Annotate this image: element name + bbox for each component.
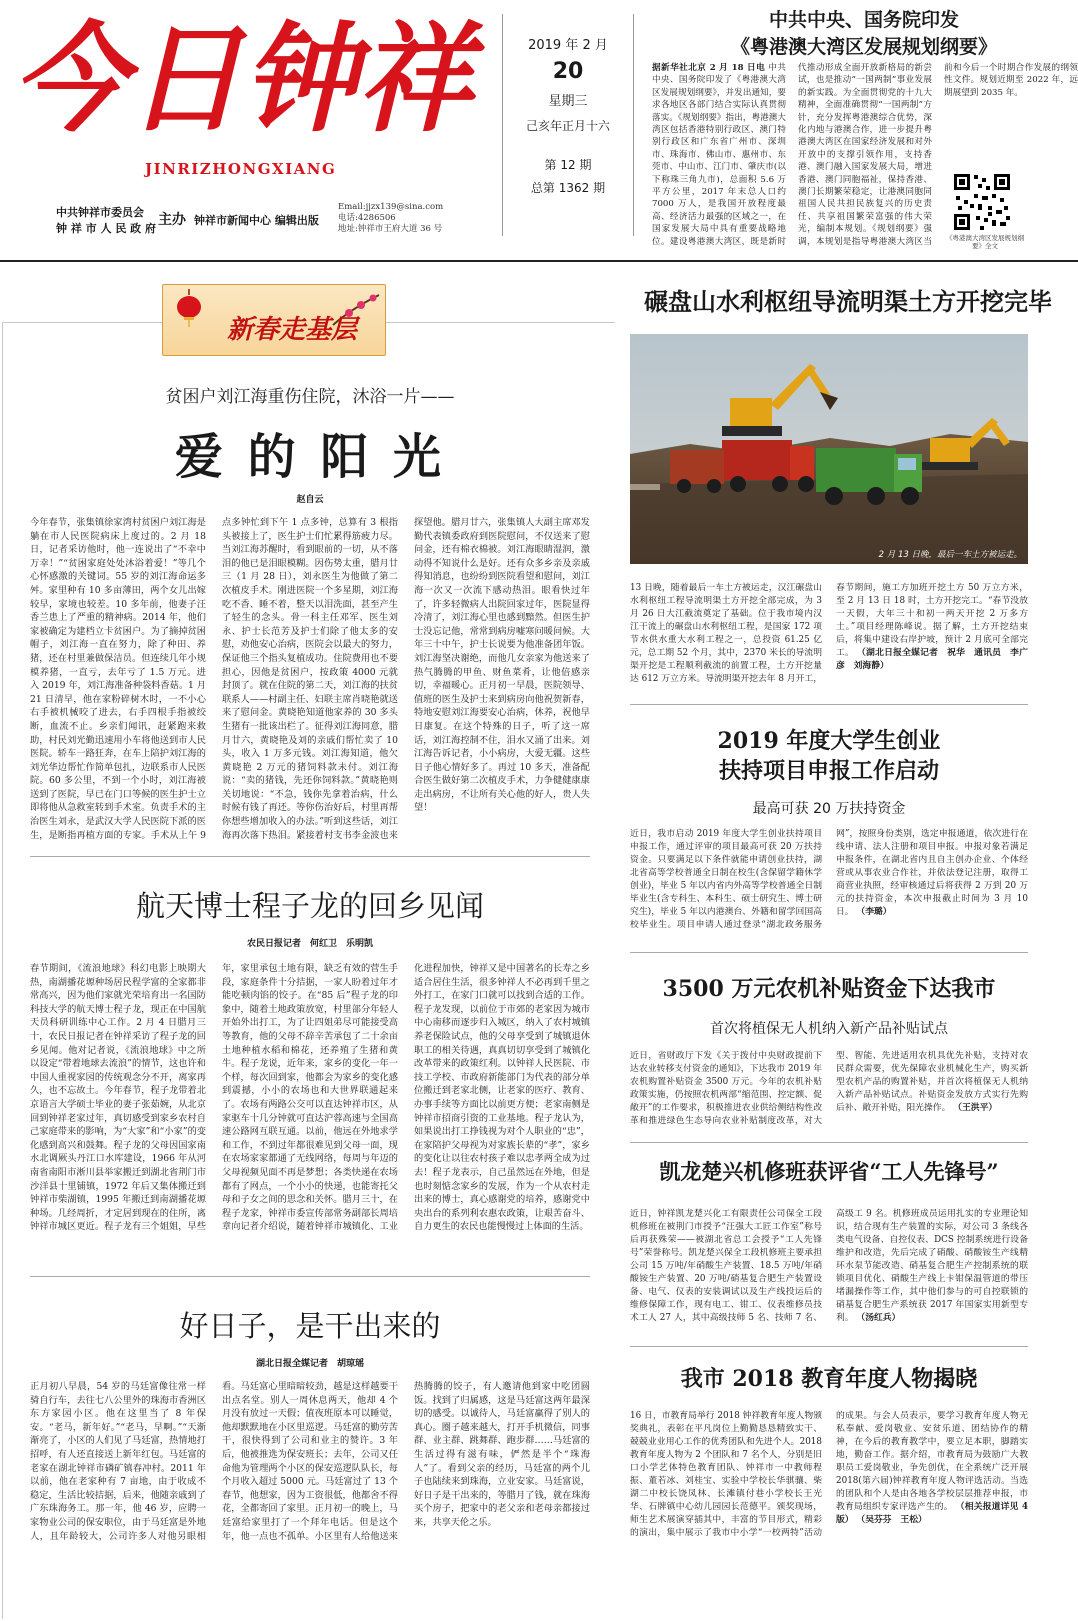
story7-article bbox=[630, 1208, 1028, 1336]
feature-kicker: 贫困户刘江海重伤住院，沐浴一片—— bbox=[165, 387, 455, 407]
story4-credit: （湖北日报全媒记者 祝华 通讯员 李广彦 刘海静） bbox=[836, 648, 1028, 671]
qr-code[interactable] bbox=[952, 172, 1012, 232]
story4-end-rule bbox=[630, 704, 1028, 705]
editor-label: 钟祥市新闻中心 编辑出版 bbox=[194, 214, 319, 227]
date-box bbox=[502, 14, 634, 236]
story4-title: 碾盘山水利枢纽导流明渠土方开挖完毕 bbox=[644, 287, 1052, 316]
spring-festival-banner bbox=[162, 284, 386, 356]
story7-credit: （汤红兵） bbox=[856, 1313, 901, 1323]
host-label: 主办 bbox=[158, 212, 186, 228]
excavation-scene-illustration bbox=[630, 334, 1028, 564]
story3-byline: 湖北日报全媒记者 胡琼瑶 bbox=[255, 1359, 364, 1369]
issue-number: 第 12 期 bbox=[544, 158, 592, 172]
story7-title: 凯龙楚兴机修班获评省“工人先锋号” bbox=[659, 1159, 999, 1184]
feature-title: 爱 的 阳 光 bbox=[174, 429, 446, 485]
story6-credit: （王洪平） bbox=[953, 1103, 998, 1113]
story8-title: 我市 2018 教育年度人物揭晓 bbox=[680, 1366, 978, 1392]
date-day: 20 bbox=[552, 59, 584, 84]
story2-byline: 农民日报记者 何红卫 乐明凯 bbox=[246, 939, 373, 949]
story7-end-rule bbox=[630, 1346, 1028, 1347]
logo-text: 今日钟祥 bbox=[12, 9, 486, 148]
newspaper-logo bbox=[8, 2, 486, 152]
masthead-divider bbox=[0, 260, 1078, 262]
feature-byline: 赵自云 bbox=[296, 495, 324, 505]
photo-caption: 2 月 13 日晚，最后一车土方被运走。 bbox=[878, 550, 1022, 560]
feature-article bbox=[30, 516, 590, 846]
contact-phone: 电话:4286506 bbox=[338, 213, 396, 223]
masthead bbox=[0, 0, 1078, 262]
story5-title-2: 扶持项目申报工作启动 bbox=[718, 758, 939, 784]
story4-body: 13 日晚，随着最后一车土方被运走，汉江碾盘山水利枢纽工程导流明渠土方开挖全部完成，为 3 月 26 日大江截流奠定了基础。位于我市境内汉江干流上的碾盘山水利枢纽工程，是国家 172 项节水供水重大水利工程之一，总投资 61.25 亿元，总工期 52 个月，其中，2370 米长的导流明渠开挖是工程顺利截流的前置工程，土方开挖量达 612 万立方米。导流明渠开挖去年 8 月开工，春节期间，施工方加班开挖土方 50 万立方米，至 2 月 13 日 18 时，土方开挖完工。“春节没放一天假，大年三十和初一两天开挖 2 万多方土。”项目经理陈峰说。据了解，土方开挖结束后，将集中建设右岸护坡，预计 2 月底可全部完工。 bbox=[630, 583, 1028, 684]
story4-article bbox=[630, 582, 1028, 690]
publisher-block bbox=[56, 204, 356, 244]
feature-body: 今年春节，张集镇徐家湾村贫困户刘江海是躺在市人民医院病床上度过的。2 月 18 日，记者采访他时，他一连说出了“不幸中万幸！”“贫困家庭处处沐浴着爱！”等几个心怀感激的关键词。55 岁的刘江海命运多舛。家里种有 10 多亩薄田，两个女儿出嫁较早，家境也较差。10 多年前，他妻子汪香兰患上了严重的精神病。2014 年，他们家被确定为建档立卡贫困户。为了摘掉贫困帽子，刘江海一直在努力，除了种田、养猪，还在村里兼做保洁员。但连续几年小规模养猪，一直亏，去年亏了 1.5 万元。进入 2019 年，刘江海准备种袋料香菇。1 月 21 日清早，他在家粉碎树木时，一不小心右手被机械咬了进去，右手四根手指被绞断，血流不止。乡亲们闻讯，赶紧跑来救助，村民刘光勤迅速用小车将他送到市人民医院。轿车一路狂奔，在车上陪护刘江海的刘光华边帮忙作简单包扎，边联系市人民医院。60 多公里，不到一个小时，刘江海被送到了医院，早已在门口等候的医生护士立即将他从急救室转到手术室。负责手术的主治医生刘永，是武汉大学人民医院下派的医生，是断指再植方面的专家。手术从上午 9 点多钟忙到下午 1 点多钟，总算有 3 根指头被接上了，医生护士们忙累得筋疲力尽。当刘江海苏醒时，看到眼前的一切，从不落泪的他已是泪眼模糊。因伤势太重，腊月廿三（1 月 28 日），刘永医生为他做了第二次植皮手术。刚进医院一个多星期，刘江海吃不香、睡不着，整天以泪洗面，甚至产生了轻生的念头。骨一科主任邓军、医生刘永、护士长范芳及护士们除了他太多的安慰，劝他安心治病，医院会以最大的努力，保证他三个指头复植成功。住院费用也不要担心，因他是贫困户，按政策 4000 元就封顶了。就在住院的第二天，刘江海的扶贫联系人——村副主任、妇联主席肖晓艳就送来了慰问金。黄晓艳知道他家养的 30 多头生猪有一批该出栏了。征得刘江海同意，腊月廿六，黄晓艳及刘的亲戚们帮忙卖了 10 头，收入 1 万多元钱。刘江海知道，他欠黄晓艳 2 万元的猪饲料款未付。刘江海说：“卖的猪钱，先还你饲料款。”黄晓艳则关切地说：“不急，钱你先拿着治病，什么时候有钱了再还。等你伤治好后，村里再帮你想些增加收入的办法。”听到这些话，刘江海再次落下热泪。紧接着村支书李金波也来探望他。腊月廿六，张集镇人大副主席邓发勤代表镇委政府到医院慰问，不仅送来了慰问金，还有棉衣棉被。刘江海眼睛湿润，激动得不知说什么是好。还有众多乡亲及亲戚得知消息，也纷纷到医院看望和慰问，刘江海一次又一次流下感动热泪。眼看快过年了，许多轻微病人出院回家过年，医院显得冷清了，刘江海心里也感到黯然。但医生护士没忘记他，常常到病房嘘寒问暖问候。大年三十中午，护士长说要为他准备团年饭。刘江海坚决谢绝，而他几女亲家为他送来了热气腾腾的甲鱼、财鱼菜肴，让他倍感亲切，幸福暖心。正月初一早晨，医院领导、值班的医生及护士来到病房向他祝贺新春，特地安慰刘江海要安心治病，休养，祝他早日康复。在这个特殊的日子，听了这一席话，刘江海控制不住，泪水又涌了出来。刘江海告诉记者，小小病房，大爱无疆。这些日子他心情好多了。再过 10 多天，准备配合医生做好第二次植皮手术，力争健健康康走出病房，不让所有关心他的好人，贵人失望！ bbox=[30, 517, 590, 841]
story2-title: 航天博士程子龙的回乡见闻 bbox=[135, 889, 484, 923]
story2-body: 春节期间，《流浪地球》科幻电影上映期大热，南湖播花塬种场居民程学富的全家都非常高兴，因为他们家就光荣培育出一名国防科技大学的航天博士程子龙，现正在中国航天员科研训练中心工作。2 月 4 日腊月三十，农民日报记者在钟祥采访了程子龙的回乡见闻。他对记者说，《流浪地球》中之所以设定“带着地球去流浪”的情节，这也许和中国人重视家园的传统观念分不开，离家再久，也不忘故土。今年春节，程子龙带着北京语言大学硕士毕业的妻子张茹婉，从北京回到钟祥老家过年，真切感受到家乡农村自己家庭带来的影响，为“大家”和“小家”的变化感到高兴和鼓舞。程子龙的父母因国家南水北调厥头丹江口水库建设，1966 年从河南省南阳市淅川县举家搬迁到湖北省荆门市沙洋县十里铺镇，1972 年后又集体搬迁到钟祥市柴湖镇，1995 年搬迁到南湖播花塬种场。几经周折，才定居到现在的住所，离钟祥市城区更近。程子龙有三个姐姐，早些年，家里承包土地有限，缺乏有效的营生手段，家庭条件十分拮据，一家人盼着过年才能吃顿肉馅的饺子。在“85 后”程子龙的印象中，随着土地政策放宽，村里部分年轻人开始外出打工，为了让四姐弟尽可能接受高等教育，他的父母不辞辛苦承包了二十余亩土地种植水稻和棉花，还养殖了生猪和黄牛。程子龙说，近年来，家乡的变化一年一个样，每次回到家，他都会为家乡的变化感到震撼，小小的农场也和大世界联通起来了。农场有两路公交可以直达钟祥市区，从家驱车十几分钟就可直达沪蓉高速与全国高速公路网互联互通。以前，他远在外地求学和工作，不到过年都很难见到父母一面，现在农场家家都通了无线网络，每周与年迈的父母视频见面不再是梦想；各类快递在农场都有了网点，一个小小的快递，也能寄托父母和子女之间的思念和关怀。腊月三十，在程子龙家，钟祥市委宣传部常务副部长周培章向记者介绍说，随着钟祥市城镇化、工业化进程加快，钟祥又是中国著名的长寿之乡适合居住生活，很多钟祥人不必再到千里之外打工，在家门口就可以找到合适的工作。程子龙发现，以前位于市郊的老家因为城市中心南移而逐步归入城区，纳入了农村城镇养老保险试点，他的父母享受到了城镇退休职工的相关待遇，真真切切享受到了城镇化改革带来的政策红利。以钟祥人民医院、市技工学校、市政府新能部门为代表的部分单位搬迁到老家北侧，让老家的医疗、教育、办事手续等方面比以前更方便；老家南侧是钟祥市招商引资的工业基地。程子龙认为，如果说出打工挣钱视为对个人职业的“忠”，在家陪护父母视为对家族长辈的“孝”，家乡的变化让以往农村孩子难以忠孝两全成为过去！程子龙表示，自己虽然远在外地，但是也时刻惦念家乡的发展，作为一个从农村走出来的博士，真心感谢党的培养，感谢党中央出台的系列利农惠农政策，让艰苦奋斗、自力更生的农民也能慢慢过上体面的生活。 bbox=[30, 963, 590, 1233]
qr-code-icon bbox=[952, 172, 1012, 232]
story7-body: 近日，钟祥凯龙楚兴化工有限责任公司保全工段机修班在被荆门市授予“汪强大工匠工作室”称号后再获殊荣——被湖北省总工会授予“工人先锋号”荣誉称号。凯龙楚兴保全工段机修班主要承担公司 15 万吨/年硝酸生产装置、18.5 万吨/年硝酸铵生产装置、20 万吨/硝基复合肥生产装置设备、电气、仪表的安装调试以及生产线投运后的维修保障工作，现有电工、钳工、仪表维修员技术工人 27 人，其中高级技师 5 名、技师 7 名、高级工 9 名。机修班成员运用扎实的专业理论知识，结合现有生产装置的实际，对公司 3 条线各类电气设备、自控仪表、DCS 控制系统进行设备维护和改造，先后完成了硝酸、硝酸铵生产线精环水泵节能改造、硝基复合肥生产控制系统的联锁项目优化、硝酸生产线上卡钳保温管道的带压堵漏操作等工作，其中他们参与的可自控联锁的硝基复合肥生产系统获 2017 年国家实用新型专利。 bbox=[630, 1209, 1028, 1323]
story8-credit: （相关报道详见 4 版） bbox=[836, 1502, 1028, 1525]
story5-subtitle: 最高可获 20 万扶持资金 bbox=[752, 801, 906, 817]
story3-article bbox=[30, 1380, 590, 1616]
story6-article bbox=[630, 1050, 1028, 1134]
top-news-body: 中共中央、国务院印发了《粤港澳大湾区发展规划纲要》，并发出通知，要求各地区各部门结合实际认真贯彻落实。《规划纲要》指出，粤港澳大湾区包括香港特别行政区、澳门特别行政区和广东省广州市、深圳市、珠海市、佛山市、惠州市、东莞市、中山市、江门市、肇庆市(以下称珠三角九市)，总面积 5.6 万平方公里，2017 年末总人口约 7000 万人，是我国开放程度最高、经济活力最强的区域之一，在国家发展大局中具有重要战略地位。建设粤港澳大湾区，既是新时代推动形成全面开放新格局的新尝试，也是推动“一国两制”事业发展的新实践。为全面贯彻党的十九大精神，全面准确贯彻“一国两制”方针，充分发挥粤港澳综合优势，深化内地与港澳合作，进一步提升粤港澳大湾区在国家经济发展和对外开放中的支撑引领作用，支持香港、澳门融入国家发展大局，增进香港、澳门同胞福祉，保持香港、澳门长期繁荣稳定，让港澳同胞同祖国人民共担民族复兴的历史责任、共享祖国繁荣富强的伟大荣光，编制本规划。《规划纲要》强调，本规划是指导粤港澳大湾区当前和今后一个时期合作发展的纲领性文件。规划近期至 2022 年，远期展望到 2035 年。 bbox=[652, 63, 1078, 247]
story2-article bbox=[30, 962, 590, 1262]
logo-pinyin: JINRIZHONGXIANG bbox=[145, 160, 337, 178]
story8-body: 16 日，市教育局举行 2018 钟祥教育年度人物颁奖典礼，表彰在平凡岗位上勤勤恳恳精致实干、兢兢业业用心工作的优秀团队和先进个人。2018 教育年度人物为 2 个团队和 7 名个人，分别是旧口小学艺体特色教育团队、钟祥市一中教师程振、董若冰、刘桂宝、实验中学校长华骐骧、柴湖二中校长饶凤林、长滩镇付巷小学校长王光华、石牌镇中心幼儿园园长范德平。颁奖现场，师生艺术展演穿插其中，丰富的节目形式，精彩的演出，集中展示了我市中小学“一校两特”活动的成果。与会人员表示，要学习教育年度人物无私奉献、爱岗敬业、安贫乐道、团结协作的精神，在今后的教育教学中，要立足本职，脚踏实地，勤奋工作。据介绍，市教育局为鼓励广大教职员工爱岗敬业，争先创优，在全系统广泛开展 2018(第六届)钟祥教育年度人物评选活动。当选的团队和个人是由各地各学校层层推荐申报，市教育局组织专家评选产生的。 bbox=[630, 1411, 1028, 1538]
story5-title-1: 2019 年度大学生创业 bbox=[717, 728, 941, 754]
story5-end-rule bbox=[630, 952, 1028, 953]
logo-calligraphy bbox=[8, 2, 486, 152]
story2-end-rule bbox=[30, 1276, 590, 1277]
date-weekday: 星期三 bbox=[548, 94, 588, 109]
top-news-title-2: 《粤港澳大湾区发展规划纲要》 bbox=[730, 36, 997, 58]
date-year-month: 2019 年 2 月 bbox=[528, 38, 608, 53]
story3-body: 正月初八早晨，54 岁的马廷富像往常一样骑自行车，去往七八公里外的珠海市香洲区东方家园小区。他在这里当了 8 年保安。“老马，新年好。”“老马，早啊。”“天渐渐亮了，小区的人们见了马廷富，热情地打招呼，有人还直接送上新年红包。马廷富的老家在湖北钟祥市磷矿镇春冲村。2011 年以前，他在老家种有 7 亩地，由于收成不稳定，生活比较拮据，后来，他随亲戚到了广东珠海务工。那一年，他 46 岁，应聘一家物业公司的保安职位，由于马廷富是外地人，且年龄较大，公司许多人对他另眼相看。马廷富心里暗暗较劲，越是这样越要干出点名堂。别人一周休息两天，他却 4 个月没有放过一天假；值夜班原本可以睡觉，他却默默地在小区里巡逻。马廷富的勤劳苦干，很快得到了公司和业主的赞许。3 年后，他被推选为保安班长；去年，公司又任命他为管理两个小区的保安巡逻队队长，每个月收入超过 5000 元。马廷富过了 13 个春节，他想家，因为工资很低，他都舍不得花，全都寄回了家里。正月初一的晚上，马廷富给家里打了一个拜年电话。但是这个年，他一点也不孤单。小区里有人给他送来热腾腾的饺子，有人邀请他到家中吃团圆饭。找到了归属感，这是马廷富这两年最深切的感受。以诚待人，马廷富赢得了别人的真心。圈子越来越大，打开手机微信，同事群、业主群、跳舞群、跑步群……马廷富的生活过得有滋有味，俨然是半个“珠海人”了。看到父亲的经历，马廷富的两个儿子也陆续来到珠海，立业安家。马廷富说，好日子是干出来的，等腊月了钱，就在珠海买个房子，把家中的老父亲和老母亲都接过来，共享天伦之乐。 bbox=[30, 1381, 590, 1542]
publisher-party: 中共钟祥市委员会 bbox=[56, 206, 144, 219]
construction-photo bbox=[630, 334, 1028, 564]
date-lunar: 己亥年正月十六 bbox=[525, 119, 610, 133]
lantern-icon bbox=[169, 289, 209, 329]
top-news-article-col3 bbox=[842, 62, 1022, 174]
issue-total: 总第 1362 期 bbox=[530, 181, 606, 195]
qr-caption: 《粤港澳大湾区发展规划纲要》全文 bbox=[946, 234, 1024, 250]
story5-credit: （李璐） bbox=[856, 907, 892, 917]
top-news-title-1: 中共中央、国务院印发 bbox=[768, 9, 959, 31]
story8-credit-authors: （吴芬芬 王松） bbox=[856, 1515, 927, 1525]
story3-title: 好日子，是干出来的 bbox=[179, 1309, 441, 1343]
story6-title: 3500 万元农机补贴资金下达我市 bbox=[662, 976, 996, 1002]
contact-block bbox=[338, 202, 443, 235]
contact-email: Email:jjzx139@sina.com bbox=[338, 202, 444, 212]
story6-body: 近日，省财政厅下发《关于拨付中央财政提前下达农业转移支付资金的通知》，下达我市 2019 年农机购置补贴资金 3500 万元。今年的农机补贴政策实施，仍按照农机两部“缩范围、控定额、促敞开”的工作要求，积极推进农业供给侧结构性改革和推进绿色生态导向农业补贴制度改革，对大型、智能、先进适用农机具优先补贴，支持对农民群众需要，优先保障农业机械化生产，购买新型农机产品的购置补贴，并首次将植保无人机纳入新产品补贴试点。补贴资金发放方式实行先购后补、敞开补贴，阳光操作。 bbox=[630, 1051, 1028, 1126]
contact-address: 地址:钟祥市王府大道 36 号 bbox=[338, 224, 443, 234]
story6-end-rule bbox=[630, 1142, 1028, 1143]
top-news-lead: 据新华社北京 2 月 18 日电 bbox=[652, 63, 766, 73]
story5-article bbox=[630, 828, 1028, 938]
feature-end-rule bbox=[30, 856, 590, 857]
story6-subtitle: 首次将植保无人机纳入新产品补贴试点 bbox=[710, 1021, 948, 1037]
story5-body: 近日，我市启动 2019 年度大学生创业扶持项目申报工作，通过评审的项目最高可获 20 万扶持资金。只要满足以下条件就能申请创业扶持，湖北省高等学校普通全日制在校生(含保留学籍休学创业)，毕业 5 年以内省内外高等学校普通全日制毕业生(含专科生、本科生、硕士研究生、博士研究生)，毕业 5 年以内港澳台、外籍和留学回国高校毕业生。项目申请人通过登录“湖北政务服务网”，按照身份类别，选定申报通道，依次进行在线申请、法人注册和项目申报。申报对象若满足申报条件，在湖北省内且自主创办企业、个体经营或从事农业合作社，并依法登记注册，取得工商营业执照，经审核通过后将获得 2 万到 20 万元的扶持资金，本次申报截止时间为 3 月 10 日。 bbox=[630, 829, 1028, 930]
story8-article bbox=[630, 1410, 1028, 1602]
banner-title: 新春走基层 bbox=[226, 315, 357, 345]
publisher-gov: 钟 祥 市 人 民 政 府 bbox=[56, 222, 156, 235]
